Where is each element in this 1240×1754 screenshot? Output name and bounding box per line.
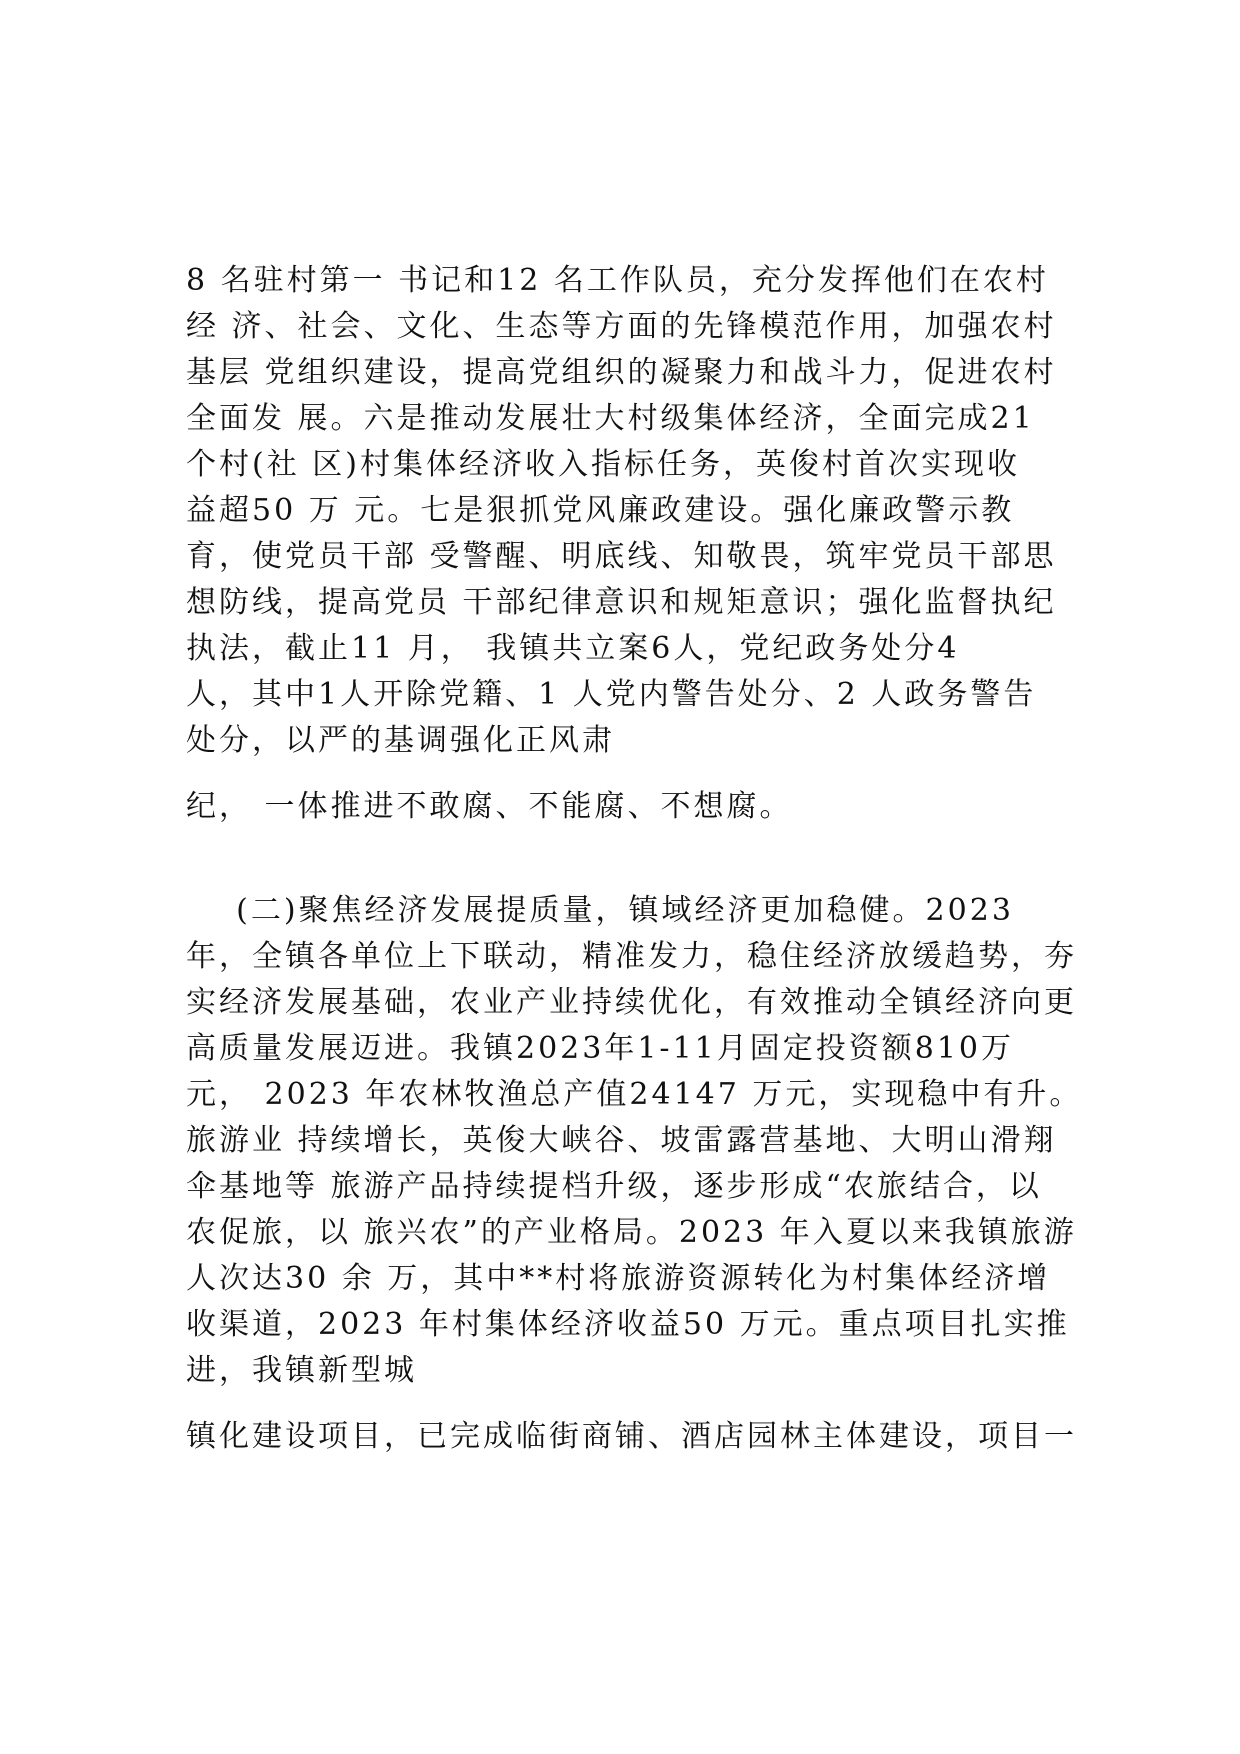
text-line: 8 名驻村第一 书记和12 名工作队员，充分发挥他们在农村 [186,263,1049,298]
text-line: 实经济发展基础，农业产业持续优化，有效推动全镇经济向更 [186,985,1077,1020]
text-line: 高质量发展迈进。我镇2023年1-11月固定投资额810万 [186,1031,1015,1066]
text-line: 镇化建设项目，已完成临街商铺、酒店园林主体建设，项目一 [186,1419,1077,1454]
text-line: 经 济、社会、文化、生态等方面的先锋模范作用，加强农村 [186,309,1057,344]
text-line: 纪， 一体推进不敢腐、不能腐、不想腐。 [186,789,793,824]
text-line: 个村(社 区)村集体经济收入指标任务，英俊村首次实现收 [186,447,1020,482]
text-line: 全面发 展。六是推动发展壮大村级集体经济，全面完成21 [186,401,1035,436]
text-line: 育，使党员干部 受警醒、明底线、知敬畏，筑牢党员干部思 [186,539,1057,574]
text-line: 伞基地等 旅游产品持续提档升级，逐步形成“农旅结合，以 [186,1169,1042,1204]
text-line: 基层 党组织建设，提高党组织的凝聚力和战斗力，促进农村 [186,355,1057,390]
text-line: 执法，截止11 月， 我镇共立案6人，党纪政务处分4 [186,631,960,666]
text-line: 益超50 万 元。七是狠抓党风廉政建设。强化廉政警示教 [186,493,1015,528]
text-line: 旅游业 持续增长，英俊大峡谷、坡雷露营基地、大明山滑翔 [186,1123,1057,1158]
text-line: 元， 2023 年农林牧渔总产值24147 万元，实现稳中有升。 [186,1077,1083,1112]
text-line: 收渠道，2023 年村集体经济收益50 万元。重点项目扎实推 [186,1307,1070,1342]
text-line: 年，全镇各单位上下联动，精准发力，稳住经济放缓趋势，夯 [186,939,1077,974]
text-line: (二)聚焦经济发展提质量，镇域经济更加稳健。2023 [186,893,1014,928]
text-line: 进，我镇新型城 [186,1353,417,1388]
text-line: 处分，以严的基调强化正风肃 [186,723,615,758]
text-line: 农促旅，以 旅兴农”的产业格局。2023 年入夏以来我镇旅游 [186,1215,1077,1250]
text-line: 人，其中1人开除党籍、1 人党内警告处分、2 人政务警告 [186,677,1037,712]
text-line: 人次达30 余 万，其中**村将旅游资源转化为村集体经济增 [186,1261,1051,1296]
text-line: 想防线，提高党员 干部纪律意识和规矩意识；强化监督执纪 [186,585,1057,620]
